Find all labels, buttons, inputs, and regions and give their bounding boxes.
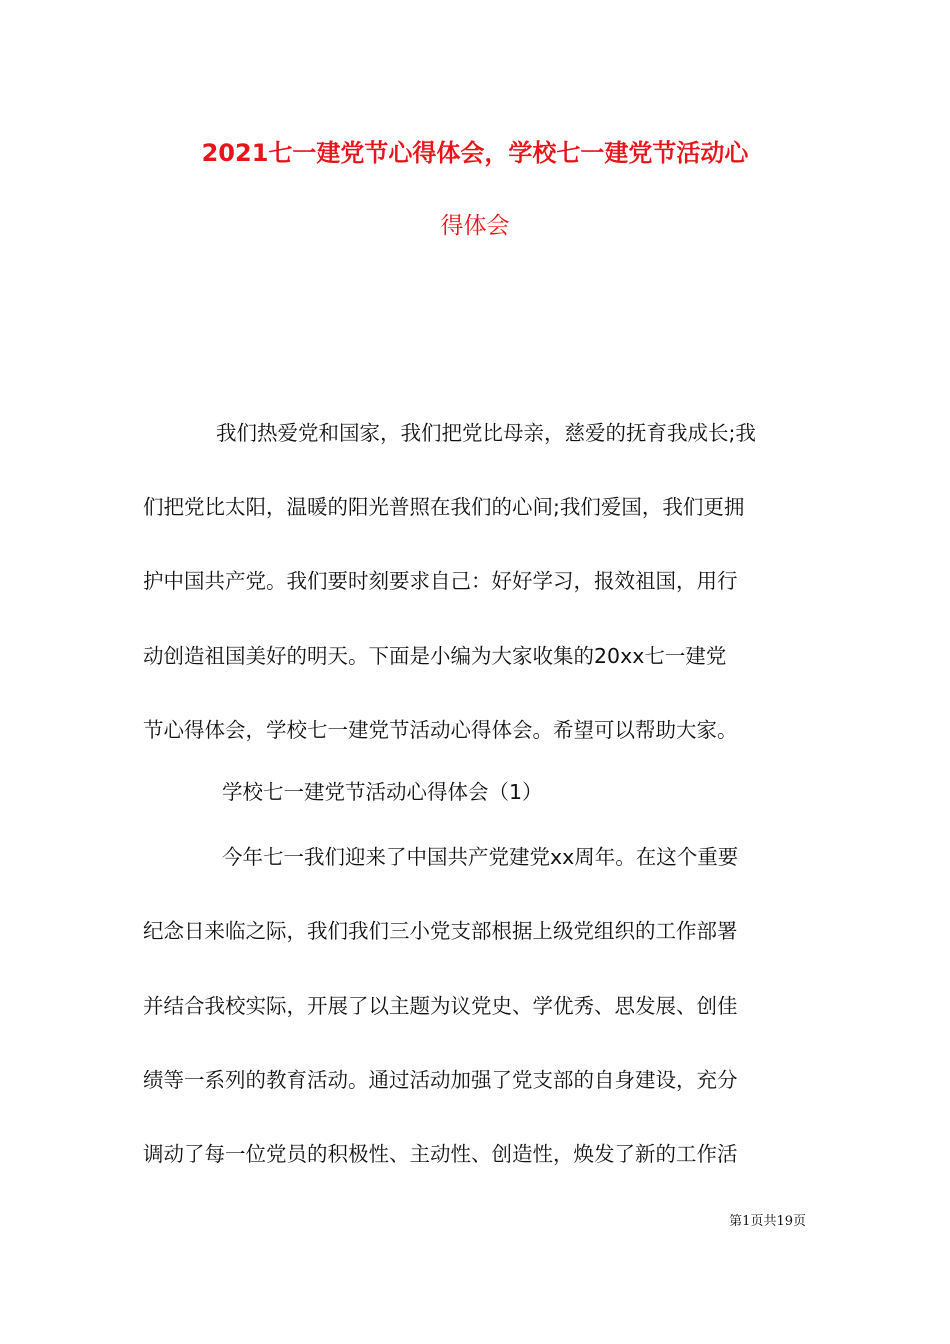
document-title-line-2: 得体会 [440,213,510,239]
body-line-4: 绩等一系列的教育活动。通过活动加强了党支部的自身建设，充分 [143,1068,738,1092]
intro-line-2: 们把党比太阳，温暖的阳光普照在我们的心间;我们爱国，我们更拥 [143,495,745,519]
intro-line-5: 节心得体会，学校七一建党节活动心得体会。希望可以帮助大家。 [143,718,738,742]
body-line-2: 纪念日来临之际，我们我们三小党支部根据上级党组织的工作部署 [143,919,738,943]
body-line-3: 并结合我校实际，开展了以主题为议党史、学优秀、思发展、创佳 [143,994,738,1018]
page-number-footer: 第1页共19页 [729,1214,806,1229]
body-line-5: 调动了每一位党员的积极性、主动性、创造性，焕发了新的工作活 [143,1142,738,1166]
intro-line-1: 我们热爱党和国家，我们把党比母亲，慈爱的抚育我成长;我 [216,421,756,445]
intro-line-3: 护中国共产党。我们要时刻要求自己：好好学习，报效祖国，用行 [143,569,738,593]
body-line-1: 今年七一我们迎来了中国共产党建党xx周年。在这个重要 [222,845,739,869]
intro-line-4: 动创造祖国美好的明天。下面是小编为大家收集的20xx七一建党 [143,644,727,668]
document-title-line-1: 2021七一建党节心得体会，学校七一建党节活动心 [201,139,749,167]
section-heading: 学校七一建党节活动心得体会（1） [222,780,543,804]
